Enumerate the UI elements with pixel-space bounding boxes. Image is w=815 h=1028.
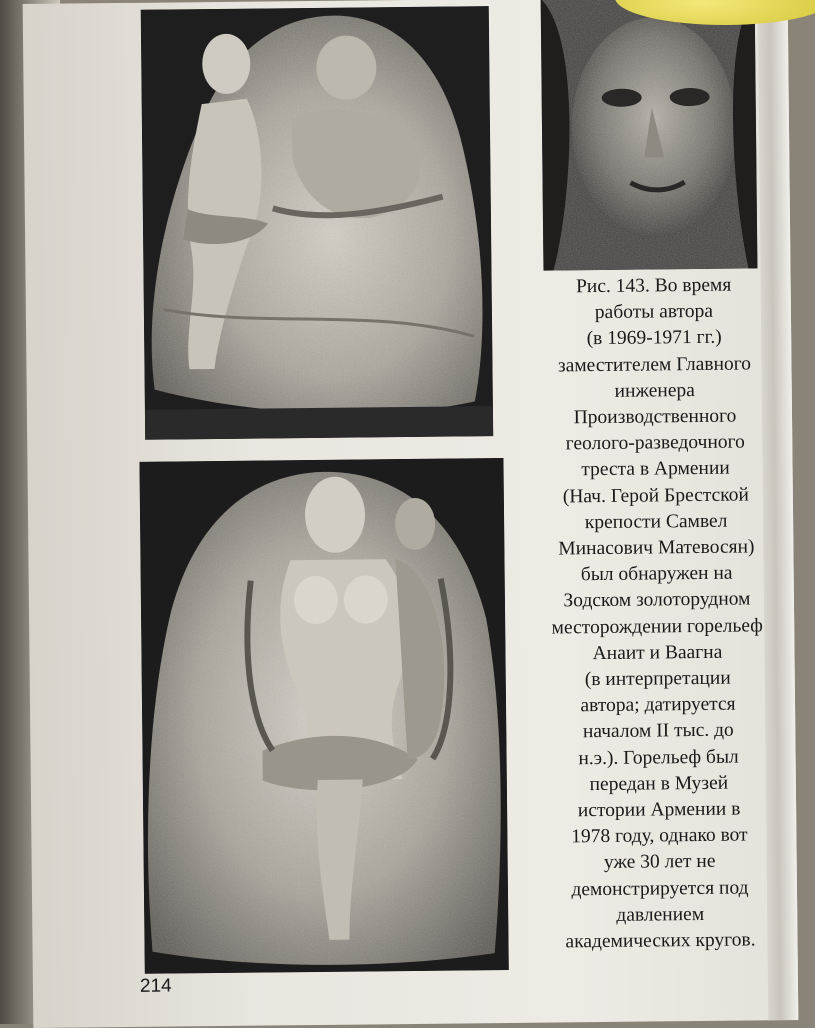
caption-line: (в интерпретации — [584, 667, 731, 691]
caption-line: уже 30 лет не — [603, 851, 716, 874]
page-number: 214 — [139, 975, 172, 997]
caption-line: Зодском золоторудном — [563, 588, 751, 612]
caption-line: заместителем Главного — [557, 353, 752, 377]
caption-line: геолого-разведочного — [565, 431, 745, 455]
caption-line: демонстрируется под — [571, 877, 749, 901]
face-closeup-photo — [541, 0, 758, 271]
caption-line: работы автора — [594, 301, 714, 324]
caption-line: инженера — [614, 379, 695, 402]
caption-line: (в 1969-1971 гг.) — [586, 327, 722, 350]
caption-line: передан в Музей — [589, 772, 729, 795]
caption-line: началом II тыс. до — [582, 720, 734, 743]
caption-line: н.э.). Горельеф был — [578, 746, 739, 769]
caption-line: Рис. 143. Во время — [575, 274, 732, 298]
caption-line: крепости Самвел — [584, 510, 728, 534]
caption-line: автора; датируется — [580, 693, 736, 717]
caption-line: был обнаружен на — [580, 562, 733, 586]
figure-caption — [532, 272, 783, 956]
caption-line: Минасович Матевосян) — [558, 536, 755, 560]
caption-line: Производственного — [573, 405, 737, 429]
caption-line: месторождении горельеф — [551, 614, 763, 639]
caption-line: 1978 году, однако вот — [571, 824, 748, 848]
caption-line: треста в Армении — [581, 458, 730, 481]
caption-line: Анаит и Ваагна — [592, 641, 723, 664]
caption-line: истории Армении в — [577, 798, 741, 822]
caption-line: давлением — [616, 903, 705, 926]
relief-photo-bottom — [139, 458, 508, 974]
book-page — [23, 0, 799, 1028]
caption-line: (Нач. Герой Брестской — [562, 484, 749, 508]
relief-photo-top — [141, 6, 493, 440]
caption-line: академических кругов. — [565, 929, 756, 953]
